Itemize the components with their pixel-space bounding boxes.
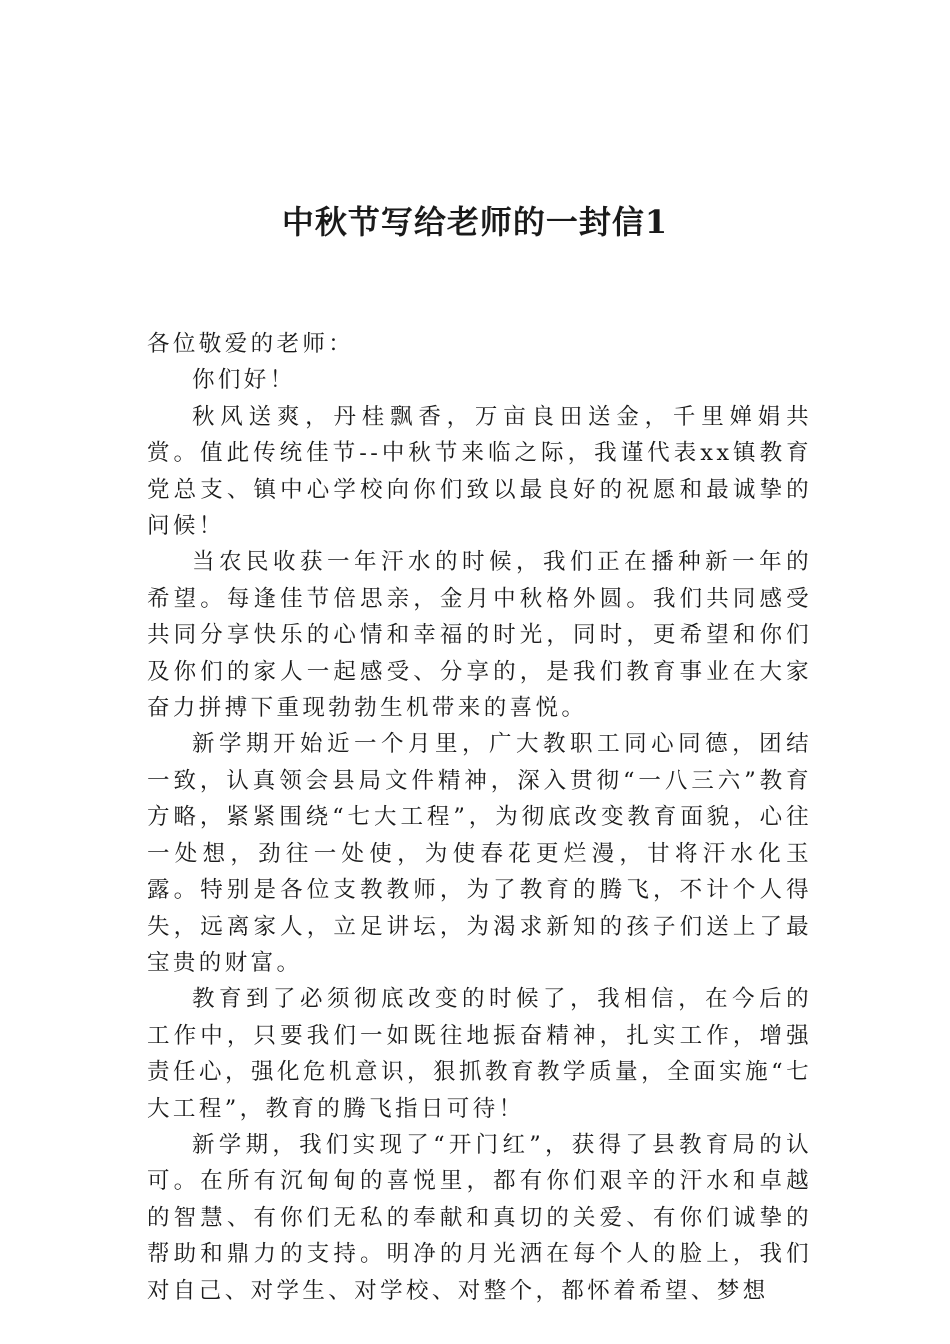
body-paragraph: 当农民收获一年汗水的时候，我们正在播种新一年的希望。每逢佳节倍思亲，金月中秋格外圆。我们共同感受共同分享快乐的心情和幸福的时光，同时，更希望和你们及你们的家人一起感受、分享的，是我们教育事业在大家奋力拼搏下重现勃勃生机带来的喜悦。 xyxy=(147,549,812,722)
body-paragraph: 秋风送爽，丹桂飘香，万亩良田送金，千里婵娟共赏。值此传统佳节--中秋节来临之际，我谨代表xx镇教育党总支、镇中心学校向你们致以最良好的祝愿和最诚挚的问候！ xyxy=(147,403,812,540)
greeting-paragraph: 你们好！ xyxy=(192,367,296,394)
salutation: 各位敬爱的老师： xyxy=(147,331,355,357)
document-title: 中秋节写给老师的一封信1 xyxy=(281,203,669,241)
letter-body xyxy=(147,326,812,1309)
body-paragraph: 教育到了必须彻底改变的时候了，我相信，在今后的工作中，只要我们一如既往地振奋精神，扎实工作，增强责任心，强化危机意识，狠抓教育教学质量，全面实施“七大工程”，教育的腾飞指日可待！ xyxy=(147,986,812,1122)
body-paragraph: 新学期开始近一个月里，广大教职工同心同德，团结一致，认真领会县局文件精神，深入贯彻“一八三六”教育方略，紧紧围绕“七大工程”，为彻底改变教育面貌，心往一处想，劲往一处使，为使春花更烂漫，甘将汗水化玉露。特别是各位支教教师，为了教育的腾飞，不计个人得失，远离家人，立足讲坛，为渴求新知的孩子们送上了最宝贵的财富。 xyxy=(147,731,813,976)
body-paragraph: 新学期，我们实现了“开门红”，获得了县教育局的认可。在所有沉甸甸的喜悦里，都有你们艰辛的汗水和卓越的智慧、有你们无私的奉献和真切的关爱、有你们诚挚的帮助和鼎力的支持。明净的月光洒在每个人的脸上，我们对自己、对学生、对学校、对整个，都怀着希望、梦想 xyxy=(147,1131,812,1304)
